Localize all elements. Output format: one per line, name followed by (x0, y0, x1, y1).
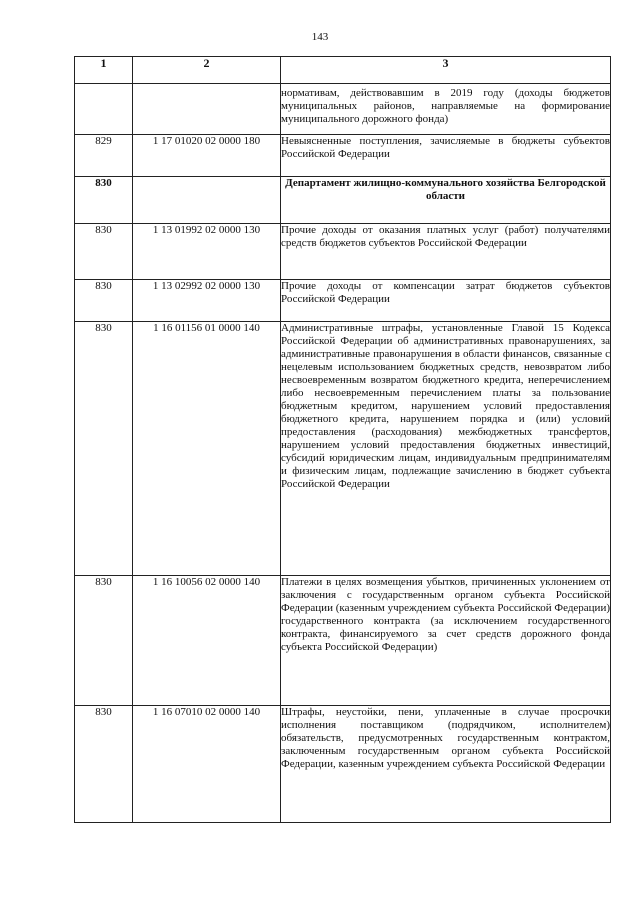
kbk-cell: 1 16 01156 01 0000 140 (133, 322, 281, 576)
table-row (75, 576, 611, 706)
description-cell: Прочие доходы от компенсации затрат бюджетов субъектов Российской Федерации (281, 280, 611, 322)
kbk-cell: 1 13 02992 02 0000 130 (133, 280, 281, 322)
description-cell: Платежи в целях возмещения убытков, причиненных уклонением от заключения с государственным органом субъекта Российской Федерации (казенным учреждением субъекта Российской Федерации) государственного контракта (за исключением государственного контракта, финансируемого за счет средств дорожного фонда субъекта Российской Федерации) (281, 576, 611, 706)
admin-code-cell: 829 (75, 135, 133, 177)
admin-code-cell: 830 (75, 280, 133, 322)
description-cell: нормативам, действовавшим в 2019 году (доходы бюджетов муниципальных районов, направляемые на формирование муниципального дорожного фонда) (281, 84, 611, 135)
kbk-cell (133, 84, 281, 135)
column-header-1: 1 (75, 57, 133, 84)
admin-code-cell: 830 (75, 224, 133, 280)
admin-code-cell: 830 (75, 177, 133, 224)
description-cell: Штрафы, неустойки, пени, уплаченные в случае просрочки исполнения поставщиком (подрядчиком, исполнителем) обязательств, предусмотренных государственным контрактом, заключенным государственным органом субъекта Российской Федерации, казенным учреждением субъекта Российской Федерации (281, 706, 611, 823)
table-row (75, 322, 611, 576)
department-row (75, 177, 611, 224)
table-row (75, 706, 611, 823)
table-row (75, 280, 611, 322)
column-header-2: 2 (133, 57, 281, 84)
kbk-cell: 1 16 10056 02 0000 140 (133, 576, 281, 706)
kbk-cell: 1 16 07010 02 0000 140 (133, 706, 281, 823)
admin-code-cell: 830 (75, 322, 133, 576)
table-row (75, 84, 611, 135)
table-row (75, 135, 611, 177)
page-number: 143 (311, 31, 329, 43)
admin-code-cell: 830 (75, 706, 133, 823)
description-cell: Прочие доходы от оказания платных услуг (работ) получателями средств бюджетов субъектов Российской Федерации (281, 224, 611, 280)
table-row (75, 224, 611, 280)
column-header-3: 3 (281, 57, 611, 84)
description-cell: Административные штрафы, установленные Главой 15 Кодекса Российской Федерации об административных правонарушениях, за административные правонарушения в области финансов, связанные с нецелевым использованием бюджетных средств, невозвратом либо несвоевременным возвратом бюджетного кредита, неперечислением либо несвоевременным перечислением платы за пользование бюджетным кредитом, нарушением условий предоставления бюджетного кредита, нарушением порядка и (или) условий предоставления (расходования) межбюджетных трансфертов, нарушением условий предоставления бюджетных инвестиций, субсидий юридическим лицам, индивидуальным предпринимателям и физическим лицам, подлежащие зачислению в бюджет субъекта Российской Федерации (281, 322, 611, 576)
kbk-cell: 1 17 01020 02 0000 180 (133, 135, 281, 177)
revenue-codes-table (74, 56, 611, 823)
kbk-cell (133, 177, 281, 224)
admin-code-cell (75, 84, 133, 135)
admin-code-cell: 830 (75, 576, 133, 706)
department-title: Департамент жилищно-коммунального хозяйства Белгородской области (281, 177, 611, 224)
kbk-cell: 1 13 01992 02 0000 130 (133, 224, 281, 280)
table-header-row (75, 57, 611, 84)
description-cell: Невыясненные поступления, зачисляемые в бюджеты субъектов Российской Федерации (281, 135, 611, 177)
